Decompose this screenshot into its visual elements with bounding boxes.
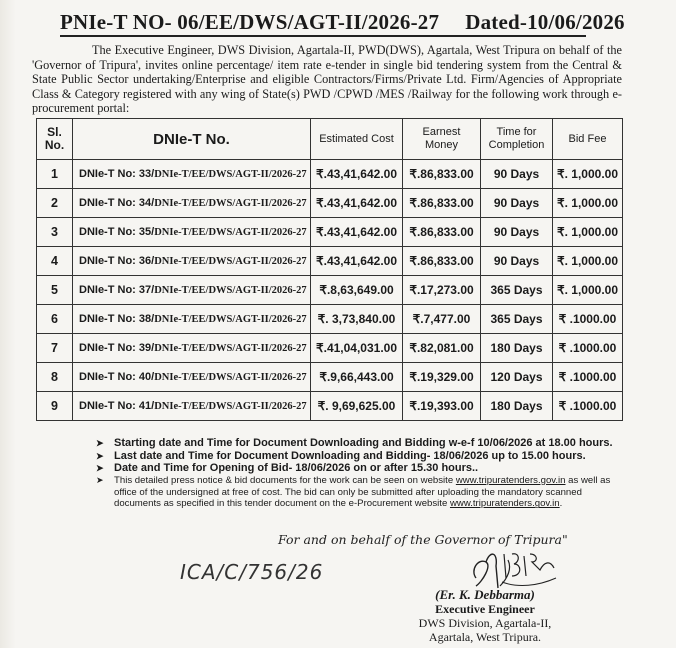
cell-bid-fee: ₹ .1000.00 [553,334,623,363]
dnit-prefix: DNIe-T No: 33/ [79,168,155,180]
dnit-prefix: DNIe-T No: 38/ [79,313,155,325]
cell-sl: 4 [37,247,73,276]
notice-title [60,10,625,35]
dnit-reference: DNIe-T/EE/DWS/AGT-II/2026-27 [154,285,307,296]
dnit-prefix: DNIe-T No: 37/ [79,284,155,296]
title-underline [60,35,586,37]
cell-dnit [73,276,311,305]
cell-dnit [73,247,311,276]
note-start-date [96,437,626,450]
cell-bid-fee: ₹. 1,000.00 [553,276,623,305]
cell-earnest-money: ₹.19,393.00 [403,392,481,421]
table-row [37,247,623,276]
note-press-end: . [559,498,563,510]
cell-earnest-money: ₹.86,833.00 [403,160,481,189]
signatory-designation: Executive Engineer [435,602,535,616]
cell-sl: 9 [37,392,73,421]
dnit-reference: DNIe-T/EE/DWS/AGT-II/2026-27 [154,314,307,325]
notice-number: PNIe-T NO- 06/EE/DWS/AGT-II/2026-27 [60,10,440,34]
behalf-line: For and on behalf of the Governor of Tripura" [278,532,568,547]
table-row [37,189,623,218]
cell-estimated-cost: ₹. 9,69,625.00 [311,392,403,421]
page-edge-shadow [0,0,16,648]
intro-paragraph [32,43,622,116]
table-header-row [37,119,623,160]
signature-date-strokes [504,554,554,578]
reference-number: ICA/C/756/26 [180,560,324,584]
dnit-prefix: DNIe-T No: 36/ [79,255,155,267]
cell-dnit [73,363,311,392]
col-header-sl: Sl. No. [37,119,73,160]
works-table [36,118,623,421]
table-row [37,305,623,334]
cell-estimated-cost: ₹.8,63,649.00 [311,276,403,305]
eprocurement-website-link[interactable]: www.tripuratenders.gov.in [449,498,560,510]
cell-time: 120 Days [481,363,553,392]
cell-earnest-money: ₹.7,477.00 [403,305,481,334]
cell-estimated-cost: ₹.43,41,642.00 [311,218,403,247]
note-press [96,475,626,510]
signature-underline [502,578,556,585]
cell-sl: 5 [37,276,73,305]
note-last-text: Last date and Time for Document Downloading and Bidding- 18/06/2026 up to 15.00 hours. [114,449,586,462]
cell-bid-fee: ₹ .1000.00 [553,392,623,421]
dnit-prefix: DNIe-T No: 34/ [79,197,155,209]
signatory-place: Agartala, West Tripura. [428,630,542,644]
cell-bid-fee: ₹. 1,000.00 [553,247,623,276]
arrow-bullet-icon: ➤ [96,474,104,485]
cell-sl: 7 [37,334,73,363]
signatory-block [400,588,570,644]
dnit-reference: DNIe-T/EE/DWS/AGT-II/2026-27 [154,256,307,267]
col-header-earnest-money: Earnest Money [403,119,481,160]
notice-date: Dated-10/06/2026 [465,10,625,34]
cell-time: 90 Days [481,218,553,247]
tender-website-link[interactable]: www.tripuratenders.gov.in [455,474,566,486]
cell-dnit [73,305,311,334]
cell-earnest-money: ₹.82,081.00 [403,334,481,363]
cell-time: 90 Days [481,160,553,189]
table-row [37,363,623,392]
cell-sl: 8 [37,363,73,392]
signatory-name: (Er. K. Debbarma) [435,587,535,602]
cell-time: 365 Days [481,276,553,305]
cell-earnest-money: ₹.86,833.00 [403,218,481,247]
cell-dnit [73,218,311,247]
table-row [37,160,623,189]
note-press-text-2: as well as office of the undersigned at free of cost. The bid can only be submitted after uploading the mandatory scanned documents as specified in this tender document on the e-Procurement website [114,474,611,510]
cell-time: 90 Days [481,247,553,276]
cell-dnit [73,334,311,363]
note-last-date [96,450,626,463]
cell-sl: 6 [37,305,73,334]
col-header-dnit: DNIe-T No. [73,119,311,160]
cell-bid-fee: ₹ .1000.00 [553,363,623,392]
cell-bid-fee: ₹. 1,000.00 [553,189,623,218]
arrow-bullet-icon: ➤ [96,438,104,448]
table-row [37,276,623,305]
cell-bid-fee: ₹ .1000.00 [553,305,623,334]
dnit-prefix: DNIe-T No: 40/ [79,371,155,383]
cell-estimated-cost: ₹.9,66,443.00 [311,363,403,392]
dnit-reference: DNIe-T/EE/DWS/AGT-II/2026-27 [154,198,307,209]
cell-time: 180 Days [481,334,553,363]
cell-estimated-cost: ₹.43,41,642.00 [311,160,403,189]
cell-earnest-money: ₹.19,329.00 [403,363,481,392]
arrow-bullet-icon: ➤ [96,463,104,474]
dnit-prefix: DNIe-T No: 41/ [79,400,155,412]
cell-earnest-money: ₹.17,273.00 [403,276,481,305]
dnit-reference: DNIe-T/EE/DWS/AGT-II/2026-27 [154,169,307,180]
table-row [37,218,623,247]
cell-bid-fee: ₹. 1,000.00 [553,160,623,189]
notes-list [96,437,626,510]
table-row [37,392,623,421]
note-opening-text: Date and Time for Opening of Bid- 18/06/2026 on or after 15.30 hours.. [114,462,479,475]
cell-bid-fee: ₹. 1,000.00 [553,218,623,247]
arrow-bullet-icon: ➤ [96,450,104,461]
dnit-reference: DNIe-T/EE/DWS/AGT-II/2026-27 [154,372,307,383]
note-start-text: Starting date and Time for Document Downloading and Bidding w-e-f 10/06/2026 at 18.00 hours. [114,437,613,449]
cell-earnest-money: ₹.86,833.00 [403,247,481,276]
col-header-bid-fee: Bid Fee [553,119,623,160]
cell-earnest-money: ₹.86,833.00 [403,189,481,218]
col-header-time: Time for Completion [481,119,553,160]
col-header-estimated-cost: Estimated Cost [311,119,403,160]
signature-stroke [474,554,498,588]
cell-estimated-cost: ₹.43,41,642.00 [311,189,403,218]
intro-text: The Executive Engineer, DWS Division, Agartala-II, PWD(DWS), Agartala, West Tripura on behalf of the 'Governor of Tripura', invites online percentage/ item rate e-tender in single bid tendering system from the Central & State Public Sector undertaking/Enterprise and eligible Contractors/Firms/Private Ltd. Firm/Agencies of Appropriate Class & Category registered with any wing of State(s) PWD /CPWD /MES /Railway for the following work through e-procurement portal: [32,43,622,116]
table-row [37,334,623,363]
cell-estimated-cost: ₹.41,04,031.00 [311,334,403,363]
cell-dnit [73,189,311,218]
cell-time: 90 Days [481,189,553,218]
cell-dnit [73,392,311,421]
note-press-text-1: This detailed press notice & bid documents for the work can be seen on website [114,474,456,486]
dnit-reference: DNIe-T/EE/DWS/AGT-II/2026-27 [154,401,307,412]
cell-time: 180 Days [481,392,553,421]
dnit-prefix: DNIe-T No: 39/ [79,342,155,354]
dnit-reference: DNIe-T/EE/DWS/AGT-II/2026-27 [154,227,307,238]
cell-estimated-cost: ₹. 3,73,840.00 [311,305,403,334]
cell-sl: 2 [37,189,73,218]
signatory-office: DWS Division, Agartala-II, [418,616,552,630]
dnit-prefix: DNIe-T No: 35/ [79,226,155,238]
cell-sl: 3 [37,218,73,247]
cell-dnit [73,160,311,189]
cell-sl: 1 [37,160,73,189]
cell-estimated-cost: ₹.43,41,642.00 [311,247,403,276]
note-opening-date [96,462,626,475]
cell-time: 365 Days [481,305,553,334]
dnit-reference: DNIe-T/EE/DWS/AGT-II/2026-27 [154,343,307,354]
